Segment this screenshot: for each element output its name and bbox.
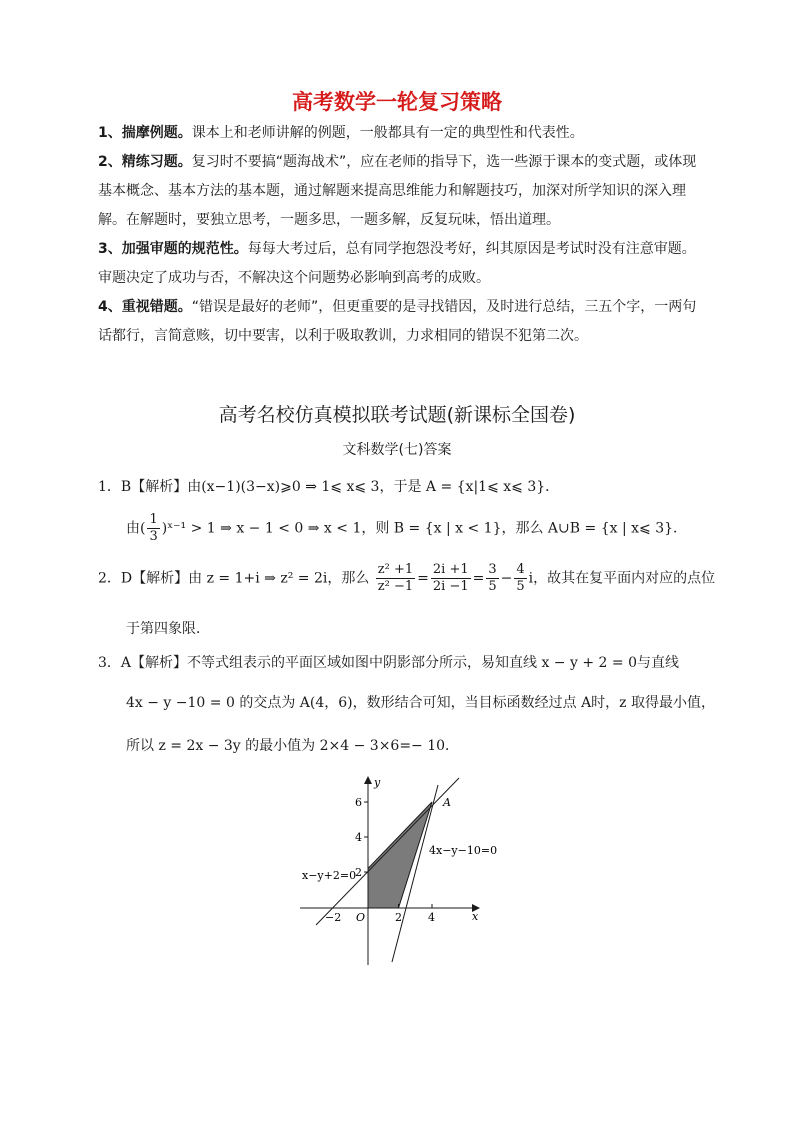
tip-3-text: 每每大考过后，总有同学抱怨没考好，纠其原因是考试时没有注意审题。审题决定了成功与否，不解决这个问题势必影响到高考的成败。 xyxy=(98,241,696,286)
answer-2-prefix: 2．D【解析】由 z = 1+i ⇒ z² = 2i，那么 xyxy=(98,570,370,587)
answer-3-line-2: 4x − y −10 = 0 的交点为 A(4，6)，数形结合可知，当目标函数经过点 A时，z 取得最小值， xyxy=(126,695,716,711)
shaded-region xyxy=(368,802,432,908)
tip-3 xyxy=(98,235,698,293)
tick-label-x-4: 4 xyxy=(428,911,435,924)
feasible-region-figure xyxy=(290,770,498,970)
exam-subtitle: 文科数学(七)答案 xyxy=(342,442,452,458)
answer-1-prefix: 由( xyxy=(126,520,146,537)
tip-1 xyxy=(98,119,698,148)
tick-label-y-2: 2 xyxy=(355,866,362,879)
fraction-z xyxy=(376,562,415,595)
fraction-one-third xyxy=(147,512,159,545)
origin-label: O xyxy=(356,911,366,924)
answer-1-line-1: 1．B【解析】由(x−1)(3−x)⩾0 ⇒ 1⩽ x⩽ 3，于是 A = {x|1⩽ x⩽ 3}． xyxy=(98,479,560,495)
exam-title: 高考名校仿真模拟联考试题(新课标全国卷) xyxy=(218,404,576,426)
fraction-numerator: z² +1 xyxy=(377,562,414,577)
tip-1-lead: 1、揣摩例题。 xyxy=(98,125,192,141)
fraction-2i xyxy=(431,562,471,595)
tip-2-lead: 2、精练习题。 xyxy=(98,154,192,170)
tip-1-text: 课本上和老师讲解的例题，一般都具有一定的典型性和代表性。 xyxy=(191,125,584,141)
point-a-label: A xyxy=(443,796,451,809)
equals-sign: = xyxy=(472,570,485,587)
fraction-numerator: 3 xyxy=(488,562,497,577)
fraction-denominator: 3 xyxy=(149,529,158,544)
answer-1-suffix: )ˣ⁻¹ > 1 ⇒ x − 1 < 0 ⇒ x < 1，则 B = {x | x < 1}，那么 A∪B = {x | x⩽ 3}． xyxy=(161,520,688,537)
line2-label: 4x−y−10=0 xyxy=(429,844,498,857)
fraction-denominator: 5 xyxy=(488,579,497,594)
answer-2-line-1 xyxy=(98,562,715,595)
tick-label-x-2: 2 xyxy=(395,911,402,924)
fraction-four-fifths xyxy=(514,562,526,595)
tip-4 xyxy=(98,293,698,351)
equals-sign: = xyxy=(417,570,429,587)
answer-3-line-3: 所以 z = 2x − 3y 的最小值为 2×4 − 3×6=− 10． xyxy=(126,738,460,754)
tip-3-lead: 3、加强审题的规范性。 xyxy=(98,241,248,257)
page-title: 高考数学一轮复习策略 xyxy=(292,90,502,114)
tip-4-lead: 4、重视错题。 xyxy=(98,299,192,315)
y-axis-label: y xyxy=(374,776,381,789)
answer-3-line-1: 3．A【解析】不等式组表示的平面区域如图中阴影部分所示，易知直线 x − y + 2 = 0与直线 xyxy=(98,655,679,671)
fraction-denominator: 5 xyxy=(516,579,525,594)
fraction-numerator: 2i +1 xyxy=(432,562,469,577)
fraction-three-fifths xyxy=(486,562,498,595)
tick-label-y-6: 6 xyxy=(355,796,362,809)
answer-2-line-2: 于第四象限． xyxy=(126,621,210,637)
tip-2-text: 复习时不要搞“题海战术”，应在老师的指导下，选一些源于课本的变式题，或体现基本概念、基本方法的基本题，通过解题来提高思维能力和解题技巧，加深对所学知识的深入理解。在解题时，要独立思考，一题多思，一题多解，反复玩味，悟出道理。 xyxy=(98,154,697,228)
fraction-denominator: 2i −1 xyxy=(432,579,469,594)
fraction-denominator: z² −1 xyxy=(377,579,414,594)
minus-sign: − xyxy=(500,570,513,587)
tick-label-x-neg2: −2 xyxy=(325,911,342,924)
tip-4-text: “错误是最好的老师”，但更重要的是寻找错因，及时进行总结，三五个字，一两句话都行，言简意赅，切中要害，以利于吸取教训，力求相同的错误不犯第二次。 xyxy=(98,299,697,344)
answer-1-line-2 xyxy=(126,512,687,545)
tick-label-y-4: 4 xyxy=(355,831,362,844)
x-axis-label: x xyxy=(472,910,479,923)
answer-2-suffix: i，故其在复平面内对应的点位 xyxy=(528,570,716,587)
tip-2 xyxy=(98,148,698,235)
fraction-numerator: 1 xyxy=(149,512,158,527)
line1-label: x−y+2=0 xyxy=(302,869,357,882)
fraction-numerator: 4 xyxy=(516,562,525,577)
